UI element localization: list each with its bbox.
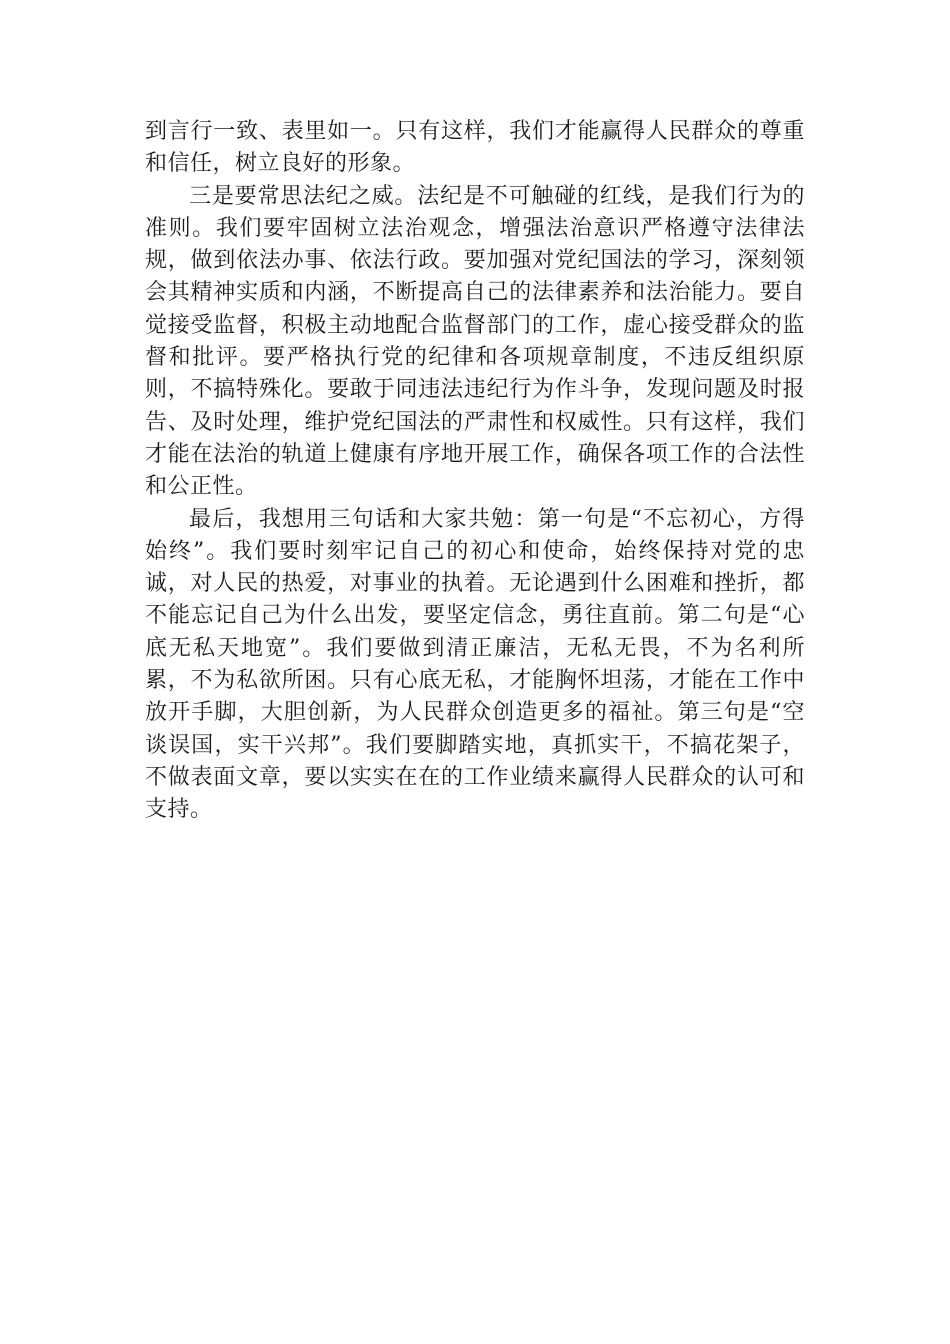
paragraph-continuation: 到言行一致、表里如一。只有这样，我们才能赢得人民群众的尊重和信任，树立良好的形象。 (145, 119, 805, 177)
paragraph-closing: 最后，我想用三句话和大家共勉：第一句是“不忘初心，方得始终”。我们要时刻牢记自己的初心和使命，始终保持对党的忠诚，对人民的热爱，对事业的执着。无论遇到什么困难和挫折，都不能忘记自己为什么出发，要坚定信念，勇往直前。第二句是“心底无私天地宽”。我们要做到清正廉洁，无私无畏，不为名利所累，不为私欲所困。只有心底无私，才能胸怀坦荡，才能在工作中放开手脚，大胆创新，为人民群众创造更多的福祉。第三句是“空谈误国，实干兴邦”。我们要脚踏实地，真抓实干，不搞花架子，不做表面文章，要以实实在在的工作业绩来赢得人民群众的认可和支持。 (145, 506, 805, 823)
paragraph-law-discipline: 三是要常思法纪之威。法纪是不可触碰的红线，是我们行为的准则。我们要牢固树立法治观念，增强法治意识严格遵守法律法规，做到依法办事、依法行政。要加强对党纪国法的学习，深刻领会其精神实质和内涵，不断提高自己的法律素养和法治能力。要自觉接受监督，积极主动地配合监督部门的工作，虚心接受群众的监督和批评。要严格执行党的纪律和各项规章制度，不违反组织原则，不搞特殊化。要敢于同违法违纪行为作斗争，发现问题及时报告、及时处理，维护党纪国法的严肃性和权威性。只有这样，我们才能在法治的轨道上健康有序地开展工作，确保各项工作的合法性和公正性。 (145, 183, 805, 500)
document-body (145, 116, 805, 827)
